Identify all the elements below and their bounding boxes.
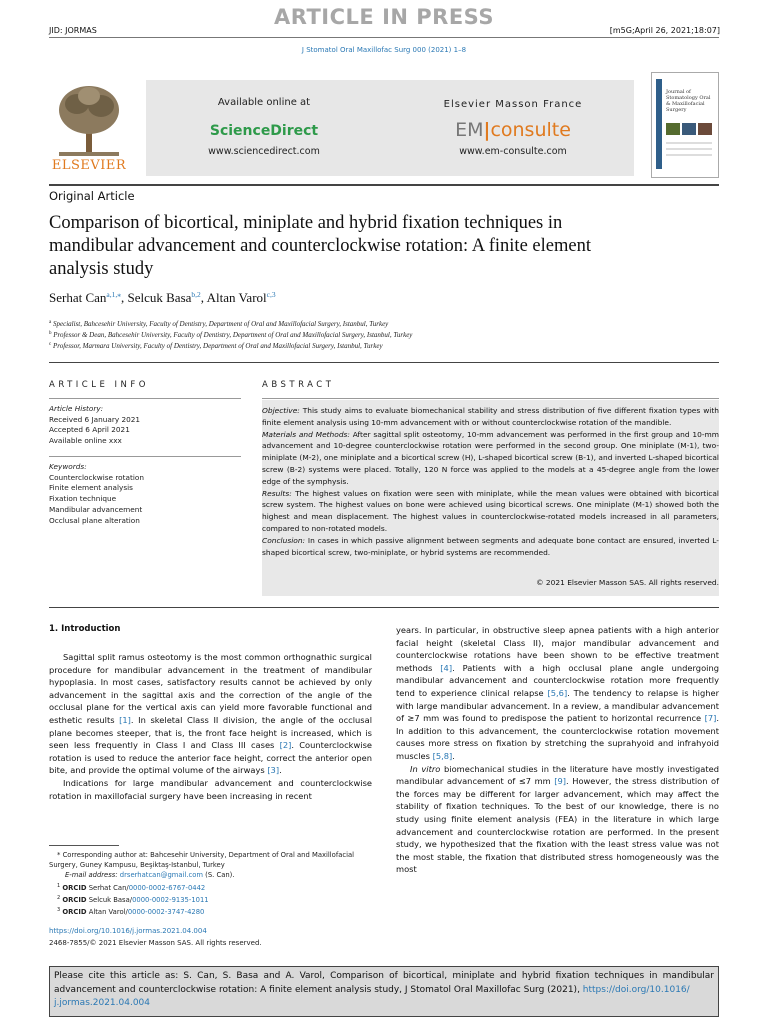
body-text: years. In particular, in obstructive sleep apnea patients with a high anterior facial height (skeletal Class II), major mandibular advancement and counterclockwise rotations have been shown to be effective treatment methods: [396, 625, 719, 673]
issn-copyright: 2468-7855/© 2021 Elsevier Masson SAS. All rights reserved.: [49, 939, 262, 947]
history-item: Received 6 January 2021: [49, 414, 141, 424]
history-item: Available online xxx: [49, 436, 122, 446]
abstract-paragraph: [262, 405, 719, 429]
article-history: [49, 404, 241, 447]
em-consulte-logo[interactable]: EM|consulte: [455, 119, 571, 141]
citation-link[interactable]: [5,6]: [547, 687, 568, 698]
citation-doi-link[interactable]: https://doi.org/10.1016/: [582, 984, 690, 995]
body-text: . In addition to this advancement, the counterclockwise rotation movement causes more stress on fixation by stretching the suprahyoid and infrahyoid muscles: [396, 713, 719, 761]
affiliation: [49, 340, 719, 351]
orcid-label: ORCID: [62, 908, 87, 917]
footnotes: [49, 850, 379, 917]
abstract-text: The highest values on fixation were seen with miniplate, while the mean values were obtained with bicortical screw system. The highest values on bone were achieved using bicortical screws. One miniplate (M-1) showed both the highest and mean displacement. The highest values in counterclockwise-rotated models increased in all parameters, compared to non-rotated models.: [262, 488, 719, 533]
keywords-label: Keywords:: [49, 462, 87, 471]
abstract-label: Results:: [262, 488, 292, 498]
elsevier-logo[interactable]: [49, 80, 129, 176]
affiliation-mark: b: [49, 331, 52, 336]
abstract-copyright: © 2021 Elsevier Masson SAS. All rights reserved.: [536, 578, 719, 587]
journal-id: JID: JORMAS: [49, 26, 97, 35]
affiliation-text: Professor, Marmara University, Faculty of Dentistry, Department of Oral and Maxillofacial Surgery, Istanbul, Turkey: [52, 342, 383, 350]
orcid-name: Serhat Can/: [88, 883, 129, 892]
citation-doi-link[interactable]: j.jormas.2021.04.004: [54, 998, 150, 1008]
orcid-mark: 1: [57, 882, 61, 889]
journal-cover-thumbnail[interactable]: [651, 72, 719, 178]
body-paragraph: Indications for large mandibular advancement and counterclockwise rotation in maxillofacial surgery have been increasing in recent: [49, 777, 372, 801]
orcid-note: [49, 893, 379, 905]
body-text: .: [279, 765, 282, 776]
citation-link[interactable]: [5,8]: [432, 750, 453, 761]
body-text: biomechanical studies in the literature have mostly investigated mandibular advancement of ≤7 mm: [396, 763, 719, 787]
orcid-name: Selcuk Basa/: [88, 895, 133, 904]
citation-link[interactable]: [2]: [279, 740, 292, 751]
affiliation-text: Professor & Dean, Bahcesehir University, Faculty of Dentistry, Department of Oral and Maxillofacial Surgery, Istanbul, Turkey: [53, 331, 413, 339]
footnote-rule: [49, 845, 119, 846]
body-paragraph: [396, 763, 719, 876]
cover-title: Journal of Stomatology Oral & Maxillofacial Surgery: [666, 89, 711, 113]
citation-link[interactable]: [4]: [440, 662, 453, 673]
author-name[interactable]: Selcuk Basa: [127, 290, 192, 305]
version-stamp: [m5G;April 26, 2021;18:07]: [609, 26, 720, 35]
orcid-mark: 2: [57, 894, 61, 901]
author-separator: ,: [121, 290, 128, 305]
available-online-label: Available online at: [217, 97, 311, 108]
body-text: . The tendency to relapse is higher with large mandibular advancement. In a review, a mandibular advancement of ≥7 mm was found to predispose the patient to horizontal recurrence: [396, 687, 719, 724]
author-affiliation-mark[interactable]: a,1,⁎: [106, 290, 121, 299]
keyword-item: Fixation technique: [49, 494, 117, 504]
author-affiliation-mark[interactable]: b,2: [191, 290, 201, 299]
doi-link[interactable]: https://doi.org/10.1016/j.jormas.2021.04.004: [49, 927, 207, 935]
author-list: [49, 290, 276, 306]
body-paragraph: [396, 624, 719, 763]
body-text: . In skeletal Class II division, the angle of the occlusal plane becomes steeper, that is, the front face height is increased, which is seen less frequently in Class I and Class III cases: [49, 714, 373, 751]
abstract-label: Conclusion:: [262, 535, 306, 545]
orcid-link[interactable]: 0000-0002-9135-1011: [132, 895, 209, 904]
banner-rule: [49, 184, 719, 186]
abstract-text: In cases in which passive alignment between segments and adequate bone contact are ensured, inverted L-shaped bicortical screw, two-miniplate, or hybrid systems are recommended.: [262, 535, 719, 557]
keyword-item: Counterclockwise rotation: [49, 472, 144, 482]
sciencedirect-url[interactable]: www.sciencedirect.com: [208, 146, 320, 157]
orcid-name: Altan Varol/: [88, 908, 128, 917]
body-text: .: [452, 750, 455, 761]
orcid-label: ORCID: [62, 895, 87, 904]
citation-text: Please cite this article as: S. Can, S. Basa and A. Varol, Comparison of bicortical, miniplate and hybrid fixation techniques in mandibular advancement and counterclockwise rotation: A finite element analysis study, J Stomatol Oral Maxillofac Surg (2021),: [54, 971, 714, 995]
article-type: Original Article: [49, 189, 135, 203]
em-consulte-logo-em: EM: [455, 119, 484, 141]
citation-link[interactable]: [7]: [704, 713, 717, 724]
abstract-label: Objective:: [262, 406, 300, 415]
keyword-item: Mandibular advancement: [49, 504, 143, 514]
email-note: [49, 870, 379, 880]
orcid-note: [49, 881, 379, 893]
sciencedirect-logo[interactable]: ScienceDirect: [209, 123, 319, 139]
elsevier-masson-label: Elsevier Masson France: [443, 99, 583, 110]
body-text: . However, the stress distribution of the forces may be different for larger advancement, which may affect the stability of fixation techniques. To the best of our knowledge, there is no study using finite element analysis (FEA) in the literature in which large advancement and counterclockwise rotation are performed. In the present study, we hypothesized that the fixation with the least stress value was not the most stable, the fixation that distributed stress homogeneously was the most: [396, 776, 719, 875]
abstract-rule: [262, 398, 719, 399]
em-consulte-url[interactable]: www.em-consulte.com: [459, 146, 567, 157]
author-separator: ,: [200, 290, 207, 305]
orcid-label: ORCID: [62, 883, 87, 892]
section-rule: [49, 362, 719, 363]
affiliation-mark: c: [49, 342, 52, 347]
citation-box: [49, 966, 719, 1017]
history-item: Accepted 6 April 2021: [49, 425, 130, 435]
orcid-link[interactable]: 0000-0002-3747-4280: [127, 908, 205, 917]
journal-citation-link[interactable]: J Stomatol Oral Maxillofac Surg 000 (2021) 1–8: [301, 46, 467, 54]
citation-link[interactable]: [3]: [267, 765, 280, 776]
body-paragraph: [49, 651, 372, 777]
article-info-heading: ARTICLE INFO: [49, 380, 149, 390]
header-rule: [49, 37, 719, 38]
email-link[interactable]: drserhatcan@gmail.com: [119, 871, 204, 880]
elsevier-wordmark: ELSEVIER: [51, 158, 127, 173]
body-text: . Counterclockwise rotation is used to reduce the anterior face height, correct the anterior open bite, and provide the optimal volume of the airways: [49, 740, 373, 776]
keyword-item: Occlusal plane alteration: [49, 515, 140, 525]
body-text-italic: In vitro: [410, 763, 441, 774]
keyword-item: Finite element analysis: [49, 483, 133, 493]
history-label: Article History:: [49, 404, 104, 413]
body-text: Sagittal split ramus osteotomy is the most common orthognathic surgical procedure for mandibular advancement in the treatment of mandibular hypoplasia. In most cases, satisfactory results cannot be achieved by only advancement in the sagittal axis and the correction of the angle of the occlusal plane for the vertical axis can yield more favorable functional and esthetic results: [49, 652, 372, 725]
citation-link[interactable]: [9]: [554, 776, 567, 787]
email-suffix: (S. Can).: [203, 871, 235, 880]
orcid-link[interactable]: 0000-0002-6767-0442: [128, 883, 206, 892]
affiliations: [49, 318, 719, 351]
info-rule: [49, 398, 241, 399]
abstract-text: This study aims to evaluate biomechanical stability and stress distribution of five different fixation types with finite element analysis using 10-mm advancement with or without counterclockwise rotation of the mandible.: [262, 406, 719, 427]
abstract-paragraph: [262, 429, 719, 488]
abstract-paragraph: [262, 535, 719, 559]
body-right-column: [396, 624, 719, 876]
info-divider: [49, 456, 241, 457]
orcid-mark: 3: [57, 907, 61, 914]
citation-link[interactable]: [1]: [119, 714, 131, 725]
body-left-column: [49, 651, 372, 802]
affiliation: [49, 329, 719, 340]
orcid-note: [49, 905, 379, 917]
corresponding-note: * Corresponding author at: Bahcesehir University, Department of Oral and Maxillofacial Surgery, Guney Kampusu, Beşiktaş-Istanbul, Turkey: [49, 851, 355, 870]
body-text: . Patients with a high occlusal plane angle undergoing mandibular advancement and counterclockwise rotation more frequently tend to experience clinical relapse: [396, 662, 719, 698]
keywords: [49, 462, 241, 526]
abstract-label: Materials and Methods:: [262, 429, 350, 439]
email-label: E-mail address:: [65, 871, 118, 880]
em-consulte-logo-consulte: consulte: [490, 119, 571, 141]
introduction-heading: 1. Introduction: [49, 624, 121, 634]
author-affiliation-mark[interactable]: c,3: [266, 290, 276, 299]
body-rule: [49, 607, 719, 608]
affiliation: [49, 318, 719, 329]
article-in-press-banner: ARTICLE IN PRESS: [274, 5, 494, 29]
abstract-body: [262, 405, 719, 558]
affiliation-text: Specialist, Bahcesehir University, Faculty of Dentistry, Department of Oral and Maxillofacial Surgery, Istanbul, Turkey: [52, 320, 389, 328]
abstract-heading: ABSTRACT: [262, 380, 335, 390]
author-name[interactable]: Serhat Can: [49, 290, 107, 305]
article-title: Comparison of bicortical, miniplate and hybrid fixation techniques in mandibular advancement and counterclockwise rotation: A finite element analysis study: [49, 213, 591, 279]
publisher-banner: [49, 72, 719, 184]
affiliation-mark: a: [49, 320, 52, 325]
author-name[interactable]: Altan Varol: [206, 290, 267, 305]
abstract-paragraph: [262, 488, 719, 535]
corresponding-text: Corresponding author at: Bahcesehir University, Department of Oral and Maxillofacial Surgery, Guney Kampusu, Beşiktaş-Istanbul, Turkey: [49, 851, 355, 870]
publisher-info-box: [146, 80, 634, 176]
abstract-text: After sagittal split osteotomy, 10-mm advancement was performed in the first group and 10-mm advancement and 10-degree counterclockwise rotation were performed in the second group. One miniplate (M-1), two-miniplate (M-2), one miniplate and a bicortical screw (H), L-shaped bicortical screw (B-1), and inverted L-shaped bicortical screw (B-2) systems were placed. Totally, 120 N force was applied to the models at a 45-degree angle from the lower edge of the symphysis.: [262, 429, 720, 486]
